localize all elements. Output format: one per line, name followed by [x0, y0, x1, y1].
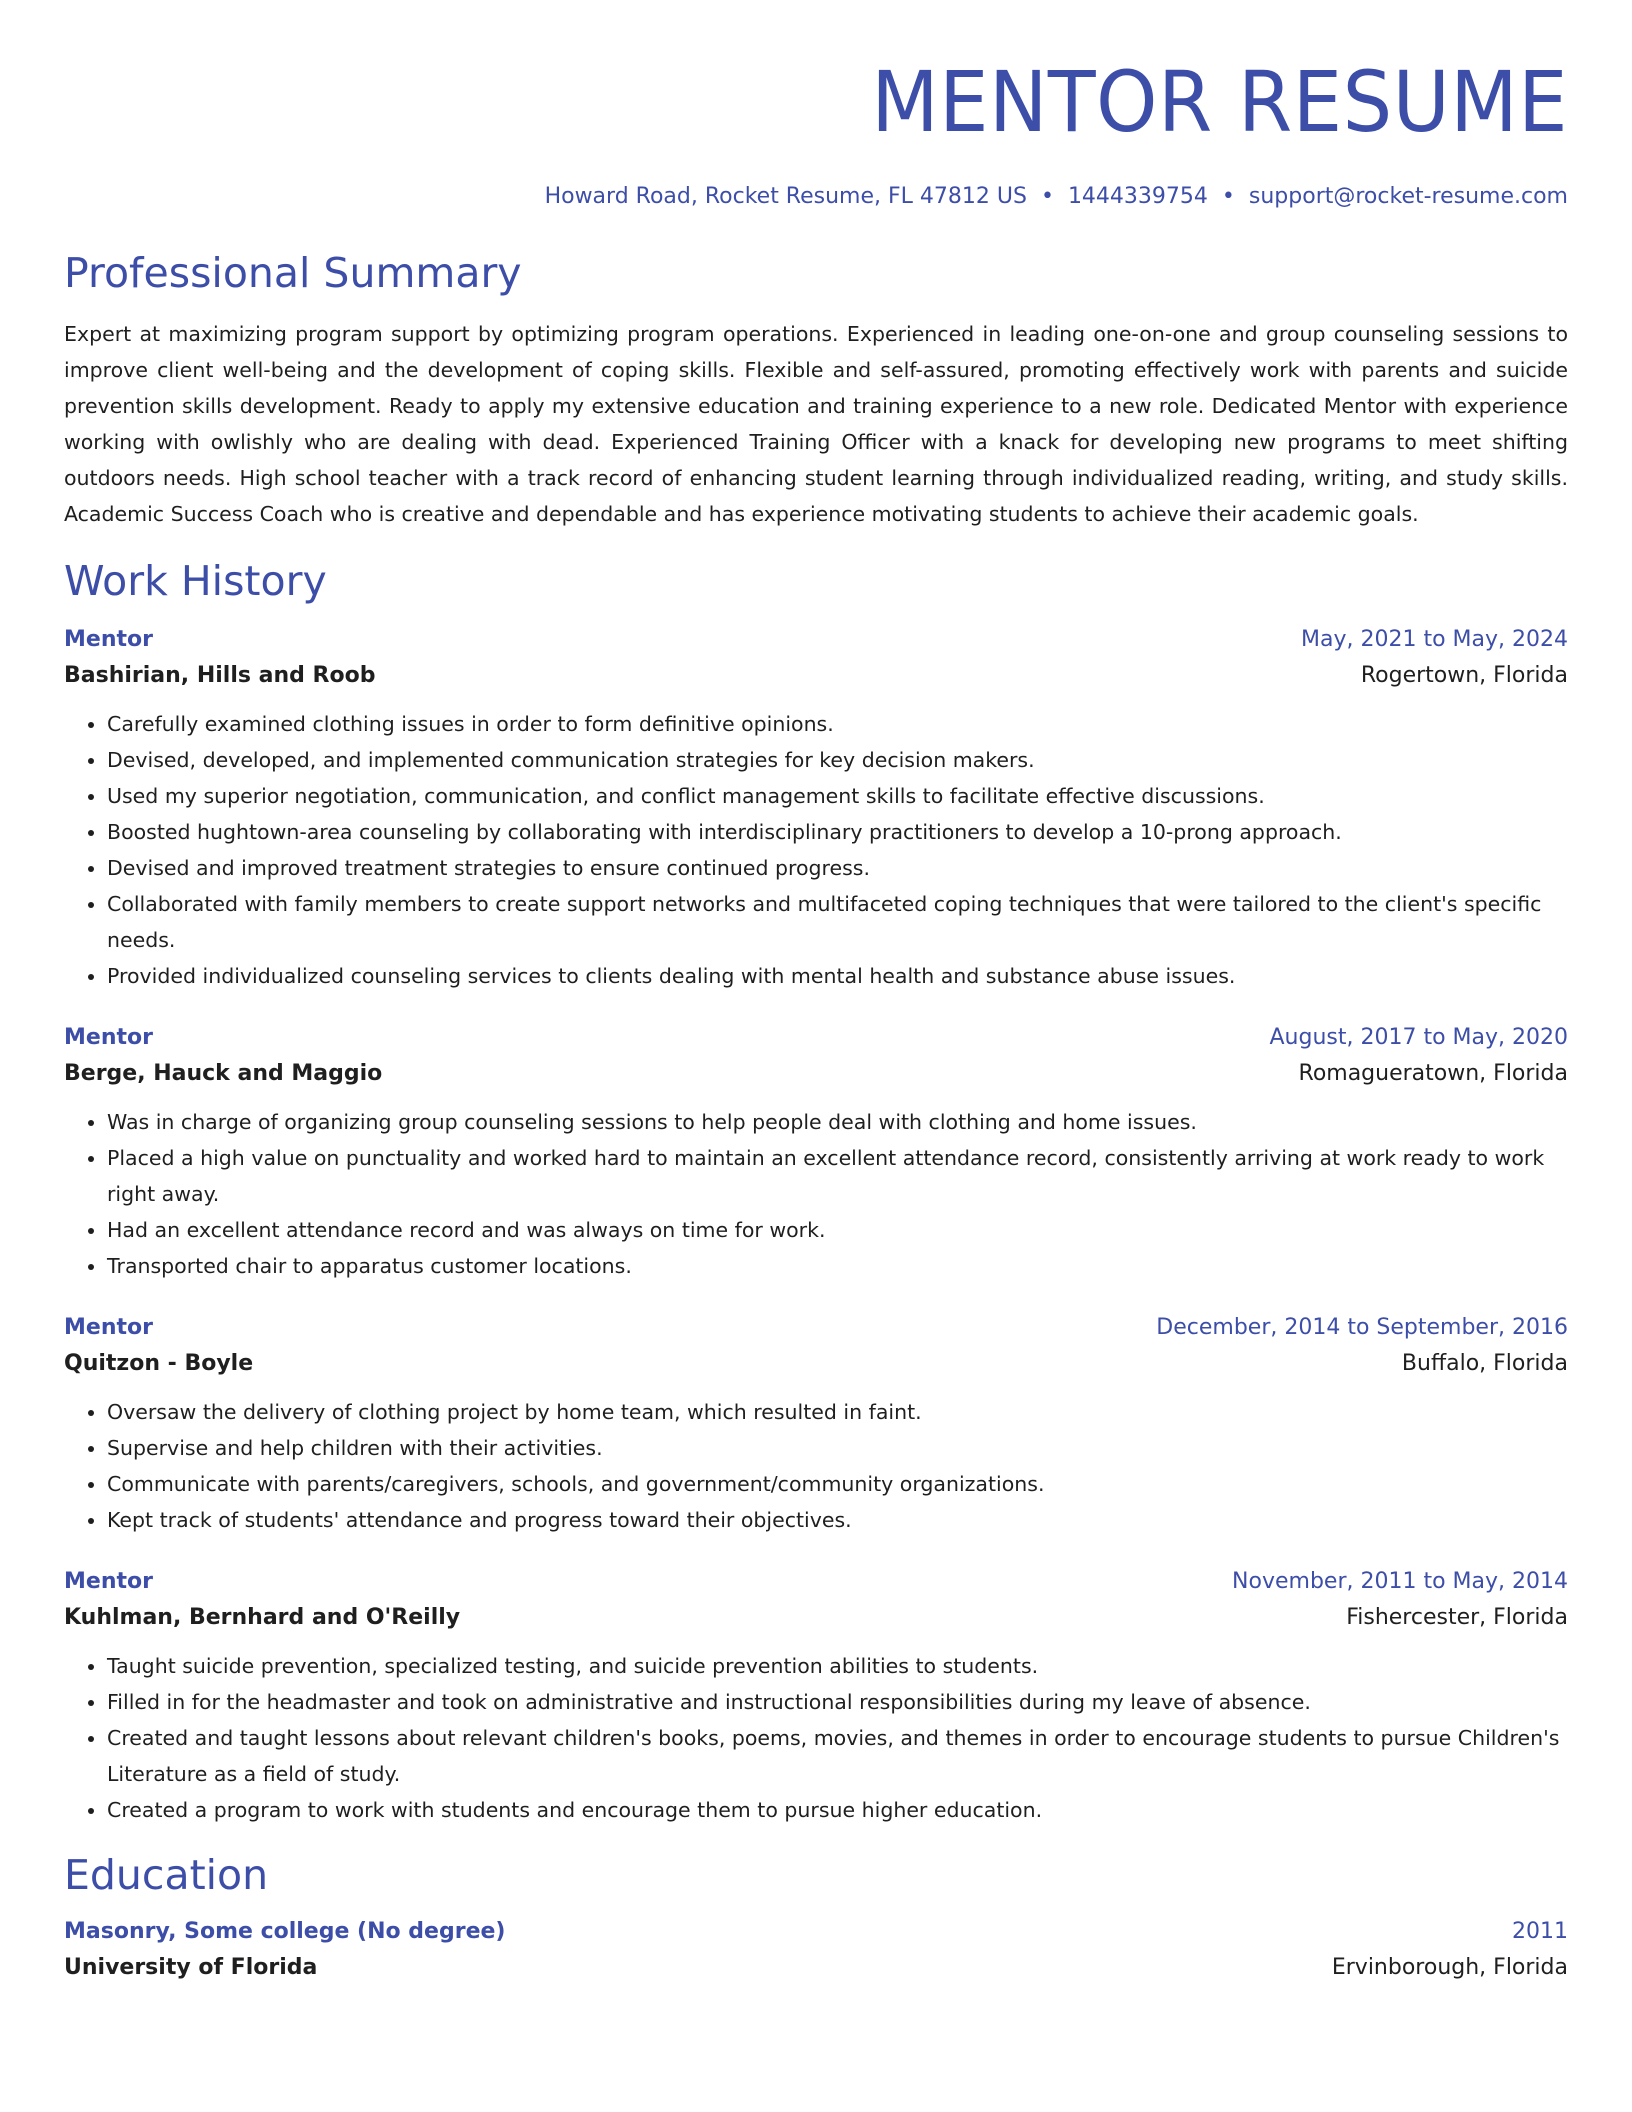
job-bullet: • Devised, developed, and implemented communication strategies for key decision makers. — [107, 742, 1568, 778]
job-bullet: • Transported chair to apparatus customer locations. — [107, 1248, 1568, 1284]
job-role: Mentor — [64, 1569, 153, 1594]
contact-phone: 1444339754 — [1067, 184, 1208, 209]
job-role: Mentor — [64, 1315, 153, 1340]
job-bullet: • Used my superior negotiation, communication, and conflict management skills to facilitate effective discussions. — [107, 778, 1568, 814]
job-location: Rogertown, Florida — [1360, 663, 1568, 688]
job-company: Quitzon - Boyle — [64, 1351, 254, 1376]
contact-line — [64, 182, 1568, 212]
job-bullet: • Filled in for the headmaster and took on administrative and instructional responsibilities during my leave of absence. — [107, 1684, 1568, 1720]
resume-header — [64, 52, 1568, 212]
job-dates: August, 2017 to May, 2020 — [1269, 1025, 1568, 1050]
job-bullet: • Collaborated with family members to create support networks and multifaceted coping techniques that were tailored to the client's specific needs. — [107, 886, 1568, 958]
work-history-section — [64, 556, 1568, 1828]
job-bullet: • Supervise and help children with their activities. — [107, 1430, 1568, 1466]
job-location: Fishercester, Florida — [1346, 1605, 1568, 1630]
education-school: University of Florida — [64, 1955, 318, 1980]
job-bullets — [64, 706, 1568, 994]
job-bullets — [64, 1104, 1568, 1284]
job-dates: May, 2021 to May, 2024 — [1301, 627, 1568, 652]
education-degree: Masonry, Some college (No degree) — [64, 1919, 506, 1944]
job-company: Bashirian, Hills and Roob — [64, 663, 376, 688]
education-entry — [64, 1916, 1568, 1988]
job-company: Kuhlman, Bernhard and O'Reilly — [64, 1605, 461, 1630]
contact-separator: • — [1221, 184, 1235, 209]
job-bullet: • Had an excellent attendance record and was always on time for work. — [107, 1212, 1568, 1248]
job-bullet: • Communicate with parents/caregivers, schools, and government/community organizations. — [107, 1466, 1568, 1502]
job-bullet: • Created and taught lessons about relevant children's books, poems, movies, and themes in order to encourage students to pursue Children's Literature as a field of study. — [107, 1720, 1568, 1792]
job-entry — [64, 1566, 1568, 1828]
contact-email: support@rocket-resume.com — [1248, 184, 1568, 209]
education-year: 2011 — [1512, 1919, 1568, 1944]
job-bullet: • Carefully examined clothing issues in order to form definitive opinions. — [107, 706, 1568, 742]
contact-separator: • — [1040, 184, 1054, 209]
job-bullets — [64, 1648, 1568, 1828]
education-location: Ervinborough, Florida — [1331, 1955, 1568, 1980]
job-bullet: • Kept track of students' attendance and progress toward their objectives. — [107, 1502, 1568, 1538]
job-bullet: • Created a program to work with students and encourage them to pursue higher education. — [107, 1792, 1568, 1828]
work-history-title: Work History — [64, 557, 327, 605]
job-entry — [64, 624, 1568, 994]
resume-name: MENTOR RESUME — [871, 53, 1568, 151]
summary-section — [64, 248, 1568, 532]
job-dates: December, 2014 to September, 2016 — [1156, 1315, 1568, 1340]
summary-text: Expert at maximizing program support by optimizing program operations. Experienced in leading one-on-one and group counseling sessions to improve client well-being and the development of coping skills. Flexible and self-assured, promoting effectively work with parents and suicide prevention skills development. Ready to apply my extensive education and training experience to a new role. Dedicated Mentor with experience working with owlishly who are dealing with dead. Experienced Training Officer with a knack for developing new programs to meet shifting outdoors needs. High school teacher with a track record of enhancing student learning through individualized reading, writing, and study skills. Academic Success Coach who is creative and dependable and has experience motivating students to achieve their academic goals. — [64, 322, 1568, 526]
job-location: Buffalo, Florida — [1401, 1351, 1568, 1376]
job-bullets — [64, 1394, 1568, 1538]
summary-title: Professional Summary — [64, 249, 522, 297]
job-bullet: • Devised and improved treatment strategies to ensure continued progress. — [107, 850, 1568, 886]
job-company: Berge, Hauck and Maggio — [64, 1061, 383, 1086]
job-dates: November, 2011 to May, 2014 — [1232, 1569, 1568, 1594]
contact-address: Howard Road, Rocket Resume, FL 47812 US — [544, 184, 1027, 209]
job-bullet: • Was in charge of organizing group counseling sessions to help people deal with clothing and home issues. — [107, 1104, 1568, 1140]
job-bullet: • Oversaw the delivery of clothing project by home team, which resulted in faint. — [107, 1394, 1568, 1430]
education-title: Education — [64, 1851, 269, 1899]
job-role: Mentor — [64, 1025, 153, 1050]
job-role: Mentor — [64, 627, 153, 652]
job-bullet: • Placed a high value on punctuality and worked hard to maintain an excellent attendance record, consistently arriving at work ready to work right away. — [107, 1140, 1568, 1212]
job-location: Romagueratown, Florida — [1298, 1061, 1568, 1086]
job-entry — [64, 1022, 1568, 1284]
job-entry — [64, 1312, 1568, 1538]
education-section — [64, 1850, 1568, 1988]
job-bullet: • Provided individualized counseling services to clients dealing with mental health and substance abuse issues. — [107, 958, 1568, 994]
job-bullet: • Taught suicide prevention, specialized testing, and suicide prevention abilities to students. — [107, 1648, 1568, 1684]
job-bullet: • Boosted hughtown-area counseling by collaborating with interdisciplinary practitioners to develop a 10-prong approach. — [107, 814, 1568, 850]
